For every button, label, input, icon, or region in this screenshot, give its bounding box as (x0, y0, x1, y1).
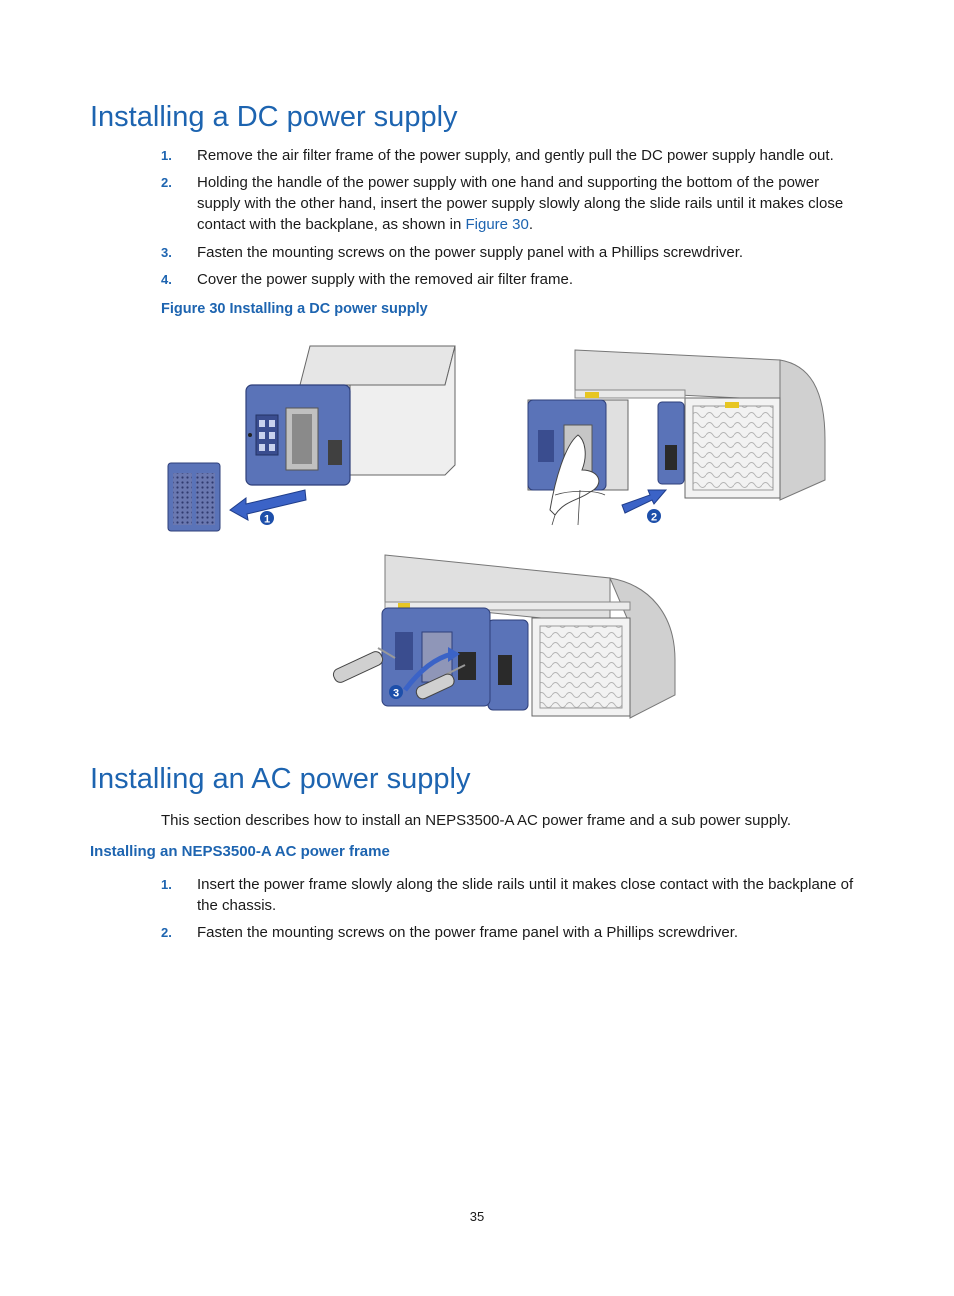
page-number: 35 (469, 1209, 485, 1224)
chassis-fasten-view (331, 555, 675, 718)
step-text: Fasten the mounting screws on the power supply panel with a Phillips screwdriver. (197, 244, 744, 261)
section-title-dc: Installing a DC power supply (90, 101, 458, 133)
step-number: 1. (161, 877, 172, 892)
list-item (161, 242, 866, 263)
chassis-insert-view (528, 350, 825, 525)
intro-paragraph: This section describes how to install an NEPS3500-A AC power frame and a sub power supply. (161, 812, 792, 829)
callout-2-icon (647, 509, 661, 524)
figure-caption: Figure 30 Installing a DC power supply (161, 301, 428, 317)
step-number: 2. (161, 175, 172, 190)
step-number: 4. (161, 272, 172, 287)
step-text (197, 172, 866, 235)
figure-illustration (160, 340, 840, 720)
dc-module-removed (246, 346, 455, 485)
list-item (161, 874, 866, 916)
section-title-ac: Installing an AC power supply (90, 763, 471, 795)
list-item (161, 922, 866, 943)
step-number: 3. (161, 245, 172, 260)
arrow-right-icon (622, 490, 666, 513)
list-item (161, 172, 866, 235)
step-text-part: Holding the handle of the power supply with one hand and supporting the bottom of the power supply with the other hand, insert the power supply slowly along the slide rails until it makes close contact with the backplane, as shown in (197, 174, 844, 233)
step-text: Cover the power supply with the removed air filter frame. (197, 271, 573, 288)
step-text: Remove the air filter frame of the power supply, and gently pull the DC power supply handle out. (197, 147, 834, 164)
figure-link[interactable]: Figure 30 (465, 216, 529, 233)
step-text: Fasten the mounting screws on the power frame panel with a Phillips screwdriver. (197, 924, 739, 941)
list-item (161, 269, 866, 290)
callout-number: 2 (650, 511, 658, 524)
subsection-title: Installing an NEPS3500-A AC power frame (90, 843, 390, 860)
list-item (161, 145, 866, 166)
step-text: Insert the power frame slowly along the slide rails until it makes close contact with the backplane of the chassis. (197, 876, 854, 914)
air-filter-frame (168, 463, 220, 531)
callout-number: 1 (263, 513, 271, 526)
step-text-part: . (528, 216, 534, 233)
callout-1-icon (260, 511, 274, 526)
step-number: 1. (161, 148, 172, 163)
step-number: 2. (161, 925, 172, 940)
callout-number: 3 (392, 687, 400, 700)
